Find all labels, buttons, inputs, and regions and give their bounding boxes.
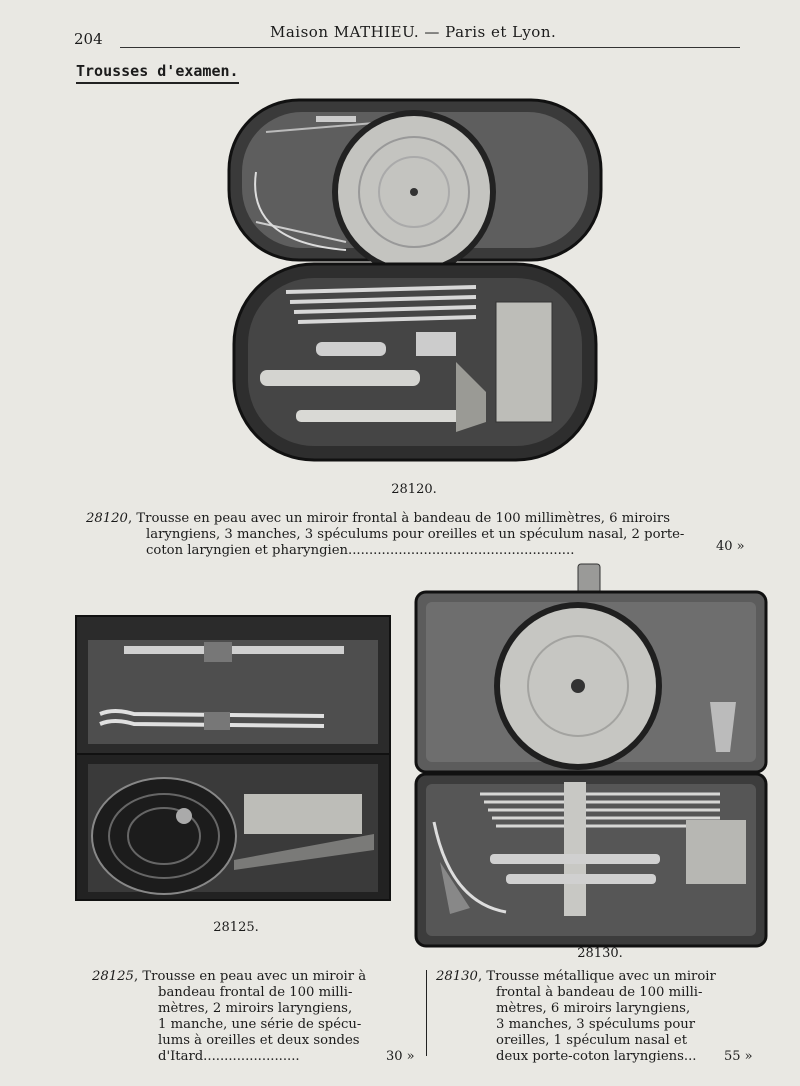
- figure-caption-28120: 28120.: [391, 482, 437, 497]
- item-price-28130: 55 »: [724, 1049, 753, 1064]
- description-line: 1 manche, une série de spécu-: [158, 1017, 362, 1032]
- running-header: Maison MATHIEU. — Paris et Lyon.: [270, 23, 557, 41]
- description-line: bandeau frontal de 100 milli-: [158, 985, 353, 1000]
- description-line: coton laryngien et pharyngien......................................................: [146, 543, 575, 558]
- description-line: mètres, 2 miroirs laryngiens,: [158, 1001, 353, 1016]
- description-line: Trousse en peau avec un miroir à: [142, 969, 367, 984]
- item-ref: 28130: [436, 969, 478, 984]
- illustration-28120: [226, 92, 604, 464]
- item-price-28120: 40 »: [716, 539, 745, 554]
- illustration-28125: [74, 614, 392, 904]
- item-ref: 28125: [92, 969, 134, 984]
- description-line: mètres, 6 miroirs laryngiens,: [496, 1001, 691, 1016]
- description-line: Trousse métallique avec un miroir: [486, 969, 716, 984]
- item-description-28120: 28120, Trousse en peau avec un miroir frontal à bandeau de 100 millimètres, 6 miroirs laryngiens, 3 manches, 3 spéculums pour oreilles et un spéculum nasal, 2 porte- coton laryngien et pharyngien......................................................: [86, 511, 766, 559]
- description-line: Trousse en peau avec un miroir frontal à bandeau de 100 millimètres, 6 miroirs: [136, 511, 670, 526]
- description-line: lums à oreilles et deux sondes: [158, 1033, 360, 1048]
- description-line: laryngiens, 3 manches, 3 spéculums pour oreilles et un spéculum nasal, 2 porte-: [146, 527, 685, 542]
- item-description-28125: 28125, Trousse en peau avec un miroir à bandeau frontal de 100 milli- mètres, 2 miroirs laryngiens, 1 manche, une série de spécu- lums à oreilles et deux sondes d'Itard.......................: [92, 969, 382, 1065]
- description-line: 3 manches, 3 spéculums pour: [496, 1017, 696, 1032]
- header-rule: [120, 47, 740, 48]
- item-ref: 28120: [86, 511, 128, 526]
- figure-caption-28130: 28130.: [577, 946, 623, 961]
- figure-caption-28125: 28125.: [213, 920, 259, 935]
- item-description-28130: 28130, Trousse métallique avec un miroir frontal à bandeau de 100 milli- mètres, 6 miroirs laryngiens, 3 manches, 3 spéculums pour oreilles, 1 spéculum nasal et deux porte-coton laryngiens...: [436, 969, 726, 1065]
- description-line: deux porte-coton laryngiens...: [496, 1049, 697, 1064]
- description-line: oreilles, 1 spéculum nasal et: [496, 1033, 688, 1048]
- page-number: 204: [74, 30, 103, 48]
- description-line: frontal à bandeau de 100 milli-: [496, 985, 703, 1000]
- item-price-28125: 30 »: [386, 1049, 415, 1064]
- column-divider: [426, 970, 427, 1056]
- illustration-28130: [410, 562, 774, 948]
- section-title: Trousses d'examen.: [76, 62, 239, 84]
- description-line: d'Itard.......................: [158, 1049, 300, 1064]
